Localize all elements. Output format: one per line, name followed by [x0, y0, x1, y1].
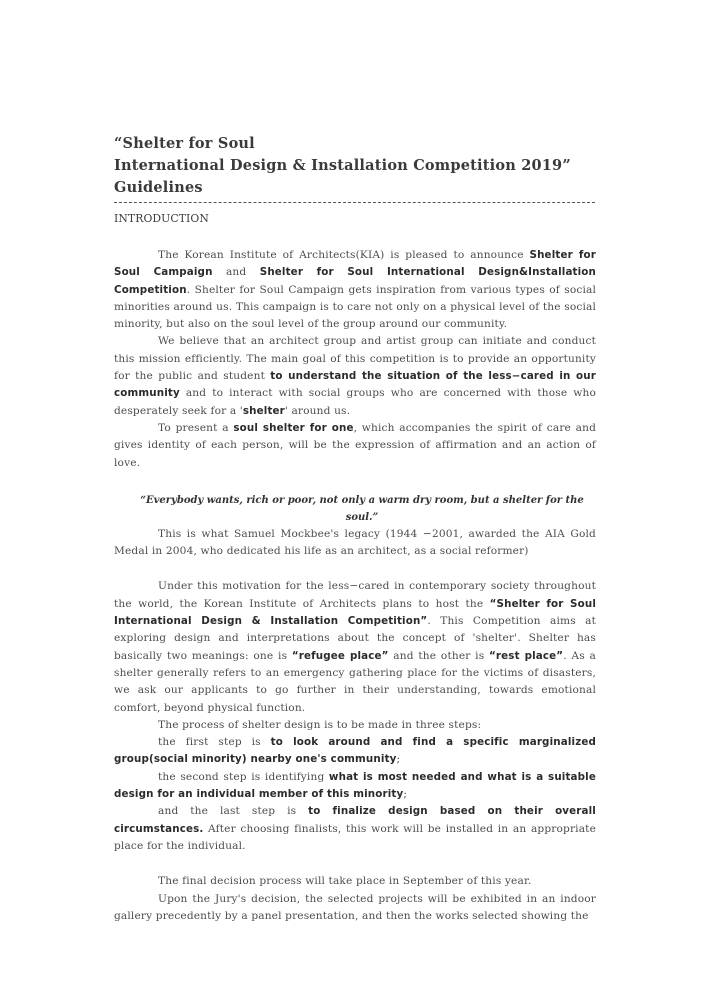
emphasis-text: shelter: [242, 404, 285, 417]
body-text: ;: [396, 753, 401, 766]
emphasis-text: Shelter for Soul Campaign: [114, 249, 596, 279]
body-text: and the other is: [388, 649, 490, 662]
step-3: [114, 803, 596, 855]
paragraph-final-decision: The final decision process will take place in September of this year.: [158, 875, 532, 888]
step-1: [114, 734, 596, 769]
body-text: the second step is identifying: [158, 770, 329, 783]
emphasis-text: to understand the situation of the less−cared in our community: [114, 370, 596, 400]
body-text: Under this motivation for the less−cared in contemporary society throughout the world, the Korean Institute of Architects plans to host the: [114, 580, 596, 610]
paragraph-motivation: [114, 578, 596, 716]
body-text: . As a shelter generally refers to an emergency gathering place for the victims of disasters, we ask our applicants to go further in their understanding, towards emotional comfort, beyond physical function.: [114, 649, 596, 714]
emphasis-text: “Shelter for Soul International Design & Installation Competition”: [114, 597, 596, 628]
body-text: The Korean Institute of Architects(KIA) is pleased to announce: [158, 249, 530, 261]
document-title: [114, 133, 596, 199]
quote: “Everybody wants, rich or poor, not only a warm dry room, but a shelter for the soul.”: [140, 494, 584, 523]
body-text: We believe that an architect group and artist group can initiate and conduct this mission efficiently. The main goal of this competition is to provide an opportunity for the public and student: [114, 335, 596, 383]
body-text: and: [212, 266, 260, 279]
emphasis-text: Shelter for Soul International Design&Installation Competition: [114, 266, 597, 296]
title-line-1: “Shelter for Soul: [114, 135, 255, 152]
body-text: and to interact with social groups who are concerned with those who desperately seek for a ': [114, 387, 596, 417]
body-text: . This Competition aims at exploring design and interpretations about the concept of 'shelter'. Shelter has basically two meanings: one is: [114, 615, 597, 662]
body-text: the first step is: [158, 736, 271, 749]
paragraph-soul-shelter: [114, 420, 596, 472]
emphasis-text: what is most needed and what is a suitable design for an individual member of this minority: [114, 770, 596, 801]
title-line-2: International Design & Installation Competition 2019” Guidelines: [114, 157, 571, 196]
step-2: [114, 769, 596, 804]
quote-attribution: This is what Samuel Mockbee's legacy (1944 −2001, awarded the AIA Gold Medal in 2004, who dedicated his life as an architect, as a social reformer): [114, 527, 596, 558]
emphasis-text: soul shelter for one: [233, 421, 354, 434]
paragraph-intro: [114, 247, 596, 333]
paragraph-mission: [114, 333, 596, 419]
emphasis-text: “rest place”: [489, 649, 564, 662]
section-heading: INTRODUCTION: [114, 212, 209, 225]
body-text: and the last step is: [158, 805, 309, 818]
document-page: [114, 133, 596, 925]
body-text: After choosing finalists, this work will be installed in an appropriate place for the individual.: [114, 822, 596, 852]
body-text: ' around us.: [284, 404, 351, 417]
body-text: ;: [403, 788, 408, 801]
body-text: To present a: [158, 421, 234, 434]
emphasis-text: to look around and find a specific marginalized group(social minority) nearby one's community: [114, 736, 596, 766]
body-text: , which accompanies the spirit of care and gives identity of each person, will be the expression of affirmation and an action of love.: [114, 421, 596, 469]
paragraph-exhibition: Upon the Jury's decision, the selected projects will be exhibited in an indoor gallery precedently by a panel presentation, and then the works selected showing the: [114, 892, 596, 922]
body-text: . Shelter for Soul Campaign gets inspiration from various types of social minorities around us. This campaign is to care not only on a physical level of the social minority, but also on the soul level of the group around our community.: [114, 283, 596, 331]
emphasis-text: “refugee place”: [291, 649, 389, 662]
dashed-divider: [114, 202, 595, 203]
emphasis-text: to finalize design based on their overall circumstances.: [114, 805, 596, 835]
paragraph-process: The process of shelter design is to be made in three steps:: [158, 718, 482, 731]
